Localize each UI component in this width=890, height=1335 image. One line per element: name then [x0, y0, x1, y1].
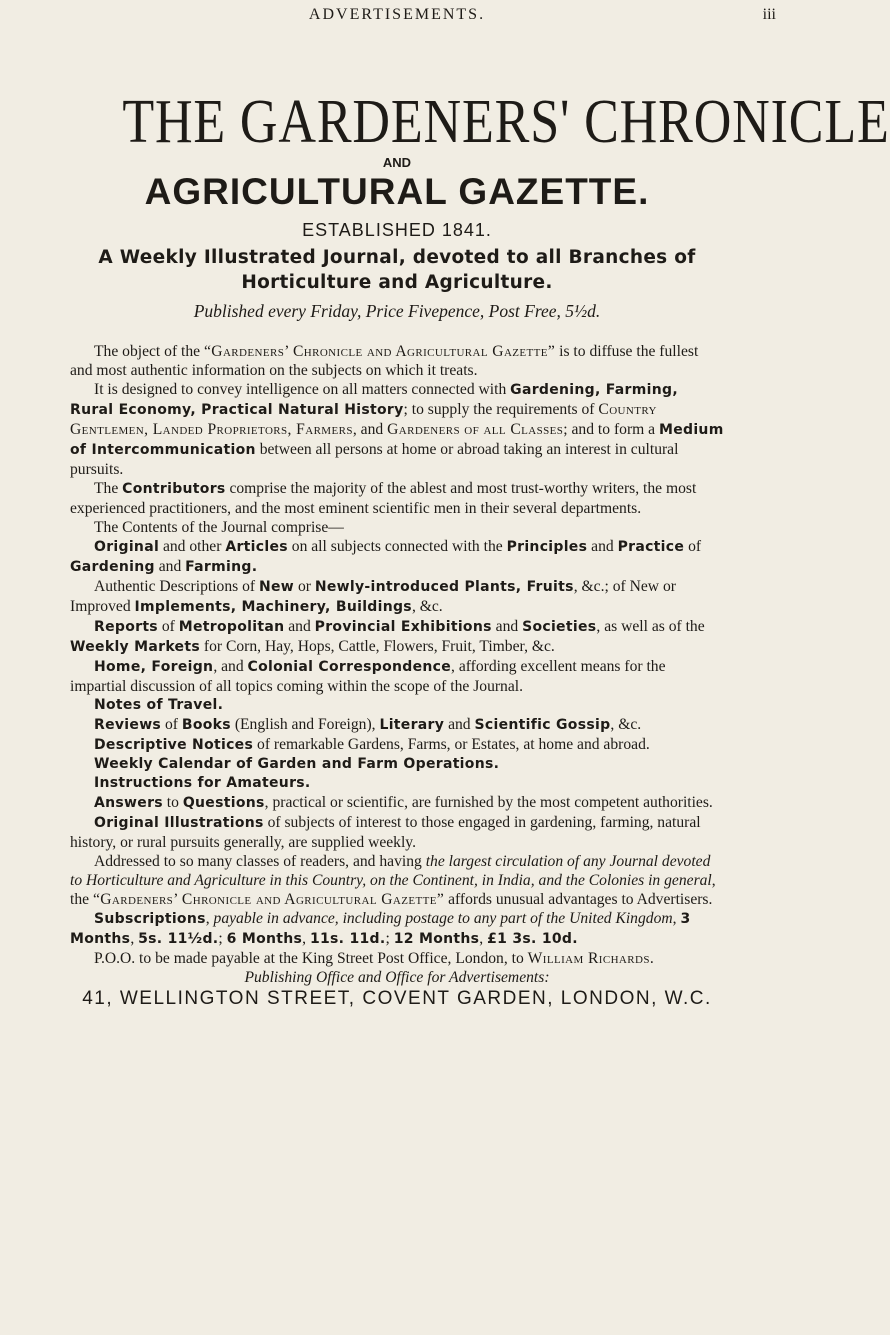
masthead-and: AND [382, 155, 412, 170]
publishing-office-label: Publishing Office and Office for Advertisements: [244, 969, 550, 986]
paragraph-descriptive-notices: Descriptive Notices of remarkable Gardens, Farms, or Estates, at home and abroad. [94, 736, 650, 753]
paragraph-subscriptions: Subscriptions, payable in advance, including postage to any part of the United Kingdom, 3 Months, 5s. 11½d.; 6 Months, 11s. 11d.; 12 Months, £1 3s. 10d. [70, 910, 691, 947]
tagline-line-2: Horticulture and Agriculture. [241, 272, 553, 293]
paragraph-payment: P.O.O. to be made payable at the King Street Post Office, London, to William Richards. [94, 950, 655, 967]
paragraph-contributors: The Contributors comprise the majority of the ablest and most trust-worthy writers, the most experienced practitioners, and the most eminent scientific men in their several departments. [70, 480, 697, 517]
masthead-subtitle: AGRICULTURAL GAZETTE. [144, 171, 650, 212]
paragraph-illustrations: Original Illustrations of subjects of interest to those engaged in gardening, farming, natural history, or rural pursuits generally, are supplied weekly. [70, 814, 701, 851]
paragraph-reviews: Reviews of Books (English and Foreign), Literary and Scientific Gossip, &c. [94, 716, 642, 733]
tagline-line-1: A Weekly Illustrated Journal, devoted to all Branches of [98, 247, 696, 268]
paragraph-instructions: Instructions for Amateurs. [94, 775, 311, 791]
paragraph-design: It is designed to convey intelligence on all matters connected with Gardening, Farming, Rural Economy, Practical Natural History; to supply the requirements of Country Gentlemen, Landed Proprietors, Farmers, and Gardeners of all Classes; and to form a Medium of Intercommunication between all persons at home or abroad taking an interest in cultural pursuits. [70, 381, 724, 478]
publishing-address: 41, WELLINGTON STREET, COVENT GARDEN, LONDON, W.C. [82, 988, 712, 1009]
running-head [70, 0, 776, 30]
masthead-title: THE GARDENERS' CHRONICLE [122, 88, 890, 156]
paragraph-contents: The Contents of the Journal comprise— [94, 519, 344, 536]
paragraph-descriptions: Authentic Descriptions of New or Newly-introduced Plants, Fruits, &c.; of New or Improved Implements, Machinery, Buildings, &c. [70, 578, 676, 615]
paragraph-correspondence: Home, Foreign, and Colonial Correspondence, affording excellent means for the impartial discussion of all topics coming within the scope of the Journal. [70, 658, 666, 695]
paragraph-answers: Answers to Questions, practical or scientific, are furnished by the most competent authorities. [94, 794, 713, 811]
running-title: ADVERTISEMENTS. [308, 6, 486, 23]
advertisement-body [70, 342, 724, 1008]
paragraph-notes-of-travel: Notes of Travel. [94, 697, 224, 713]
paragraph-original-articles: Original and other Articles on all subjects connected with the Principles and Practice of Gardening and Farming. [70, 538, 702, 575]
paragraph-reports: Reports of Metropolitan and Provincial Exhibitions and Societies, as well as of the Weekly Markets for Corn, Hay, Hops, Cattle, Flowers, Fruit, Timber, &c. [70, 618, 705, 655]
paragraph-object: The object of the “Gardeners’ Chronicle and Agricultural Gazette” is to diffuse the fullest and most authentic information on the subjects on which it treats. [70, 343, 699, 379]
tagline [70, 245, 724, 295]
page-number: iii [762, 6, 776, 23]
paragraph-advertisers: Addressed to so many classes of readers, and having the largest circulation of any Journal devoted to Horticulture and Agriculture in this Country, on the Continent, in India, and the Colonies in general, the “Gardeners’ Chronicle and Agricultural Gazette” affords unusual advantages to Advertisers. [70, 853, 716, 908]
publication-info: Published every Friday, Price Fivepence, Post Free, 5½d. [193, 301, 601, 321]
established-line: ESTABLISHED 1841. [302, 220, 492, 240]
paragraph-weekly-calendar: Weekly Calendar of Garden and Farm Operations. [94, 756, 500, 772]
